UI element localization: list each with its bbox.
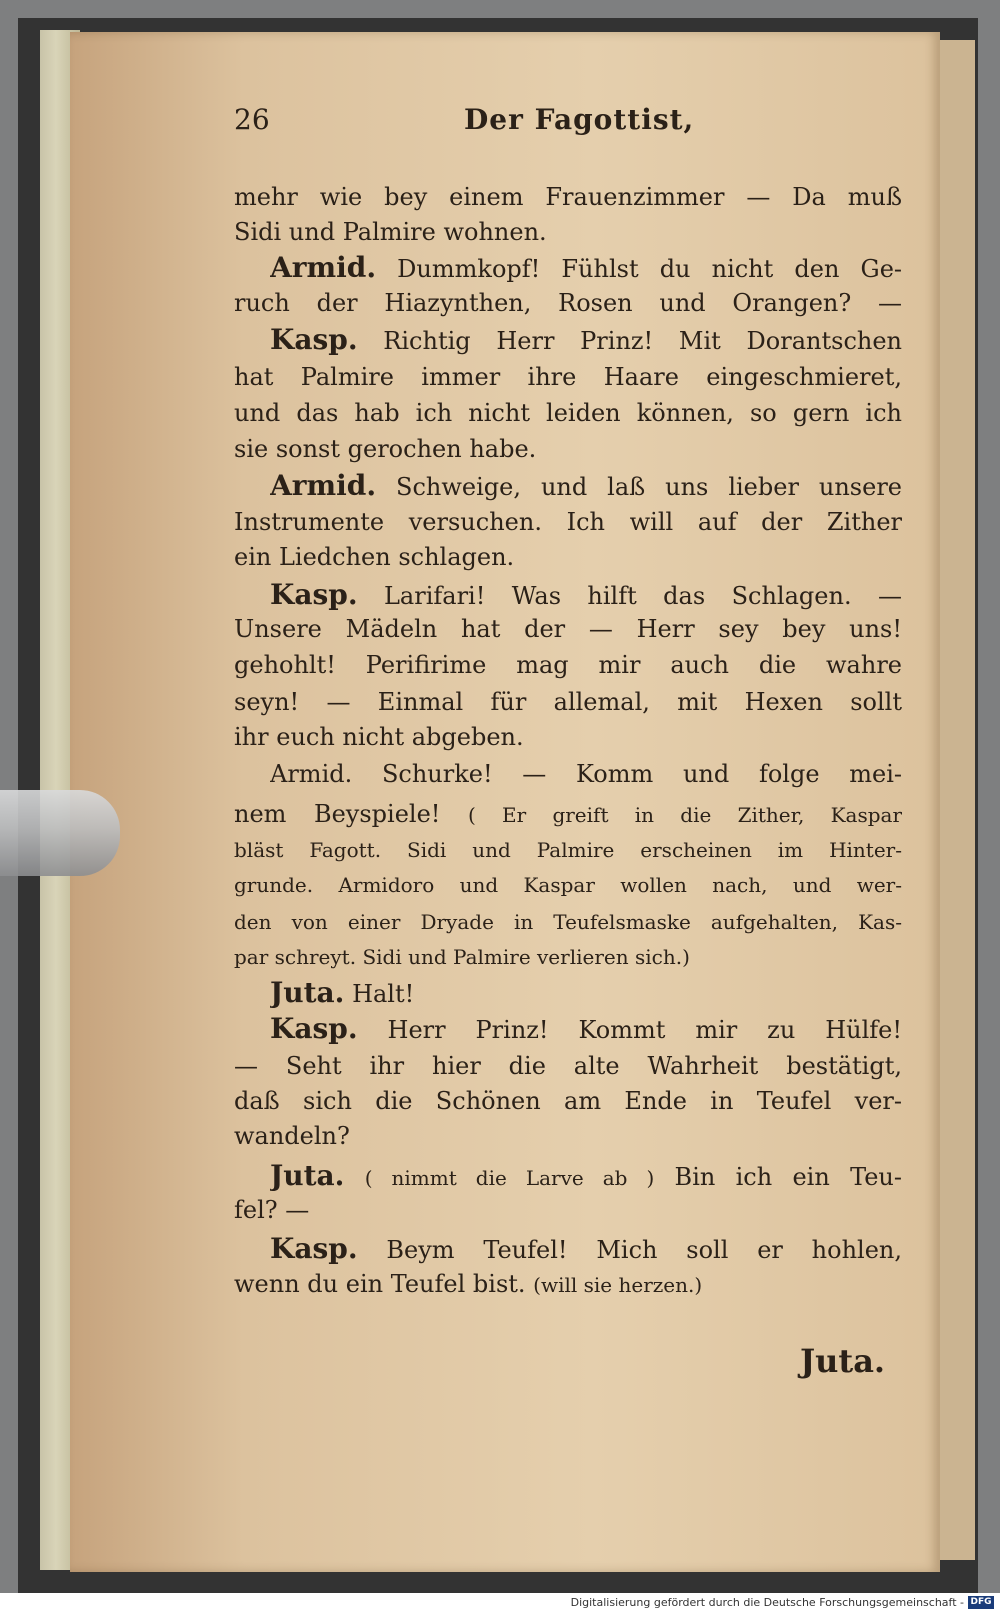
text-line: [270, 758, 902, 792]
stage-direction: ( nimmt die Larve ab ): [364, 1166, 655, 1190]
line-text: [344, 1163, 364, 1191]
stage-direction: bläst Fagott. Sidi und Palmire erscheinen im Hinter-: [234, 838, 902, 862]
line-text: Beym Teufel! Mich soll er hohlen,: [357, 1236, 902, 1264]
text-line: [234, 541, 902, 575]
line-text: Instrumente versuchen. Ich will auf der Zither: [234, 508, 902, 536]
speaker-name: Juta.: [270, 1160, 345, 1192]
text-line: [234, 1050, 902, 1084]
text-line: [234, 940, 902, 974]
line-text: fel? —: [234, 1196, 310, 1224]
stage-direction: par schreyt. Sidi und Palmire verlieren sich.): [234, 945, 690, 969]
next-page-edge: [940, 40, 975, 1560]
text-line: [234, 649, 902, 683]
text-line: [270, 579, 902, 613]
page-clip: [0, 790, 120, 876]
speaker-name: Kasp.: [270, 324, 358, 356]
speaker-name: Kasp.: [270, 1233, 358, 1265]
text-line: [270, 324, 902, 358]
page-number: 26: [234, 103, 270, 136]
line-text: ruch der Hiazynthen, Rosen und Orangen? —: [234, 289, 902, 317]
line-text: ihr euch nicht abgeben.: [234, 723, 524, 751]
line-text: gehohlt! Perifirime mag mir auch die wahre: [234, 651, 902, 679]
line-text: — Seht ihr hier die alte Wahrheit bestätigt,: [234, 1052, 902, 1080]
line-text: Larifari! Was hilft das Schlagen. —: [357, 582, 902, 610]
text-line: [270, 1160, 902, 1194]
text-line: [234, 361, 902, 395]
text-line: [234, 721, 902, 755]
text-line: [234, 613, 902, 647]
text-line: [234, 181, 902, 215]
line-text: Richtig Herr Prinz! Mit Dorantschen: [357, 327, 902, 355]
catchword: Juta.: [800, 1342, 886, 1380]
dfg-logo: DFG: [968, 1596, 994, 1609]
text-line: [234, 433, 902, 467]
line-text: und das hab ich nicht leiden können, so gern ich: [234, 399, 902, 427]
text-line: [234, 686, 902, 720]
text-line: [234, 1194, 902, 1228]
text-line: [234, 287, 902, 321]
text-line: [234, 868, 902, 902]
text-line: [234, 216, 902, 250]
speaker-name: Armid.: [270, 252, 377, 284]
line-text: nem Beyspiele!: [234, 800, 468, 828]
funding-notice: Digitalisierung gefördert durch die Deutsche Forschungsgemeinschaft -: [570, 1596, 964, 1609]
stage-direction: den von einer Dryade in Teufelsmaske aufgehalten, Kas-: [234, 910, 902, 934]
speaker-name: Juta.: [270, 977, 345, 1009]
text-line: [234, 798, 902, 832]
line-text: Unsere Mädeln hat der — Herr sey bey uns!: [234, 615, 902, 643]
speaker-name: Kasp.: [270, 579, 358, 611]
text-line: [270, 1233, 902, 1267]
text-line: [234, 1120, 902, 1154]
line-text: Dummkopf! Fühlst du nicht den Ge-: [376, 255, 902, 283]
text-line: [270, 252, 902, 286]
text-line: [270, 977, 902, 1011]
text-line: [234, 905, 902, 939]
line-text: daß sich die Schönen am Ende in Teufel ver-: [234, 1087, 902, 1115]
stage-direction: ( Er greift in die Zither, Kaspar: [467, 803, 902, 827]
running-title: Der Fagottist,: [464, 103, 695, 136]
line-text: wandeln?: [234, 1122, 350, 1150]
text-line: [270, 1013, 902, 1047]
line-text: Schweige, und laß uns lieber unsere: [376, 473, 902, 501]
line-text: Armid. Schurke! — Komm und folge mei-: [270, 760, 902, 788]
page-header: [234, 103, 906, 143]
text-line: [234, 1085, 902, 1119]
line-text: sie sonst gerochen habe.: [234, 435, 537, 463]
line-text: ein Liedchen schlagen.: [234, 543, 515, 571]
stage-direction: grunde. Armidoro und Kaspar wollen nach, und wer-: [234, 873, 902, 897]
speaker-name: Kasp.: [270, 1013, 358, 1045]
line-text: seyn! — Einmal für allemal, mit Hexen sollt: [234, 688, 902, 716]
line-text: Sidi und Palmire wohnen.: [234, 218, 547, 246]
stage-direction: (will sie herzen.): [533, 1273, 703, 1297]
line-text: Bin ich ein Teu-: [654, 1163, 902, 1191]
text-line: [234, 397, 902, 431]
line-text: wenn du ein Teufel bist.: [234, 1270, 534, 1298]
text-line: [234, 506, 902, 540]
speaker-name: Armid.: [270, 470, 377, 502]
line-text: mehr wie bey einem Frauenzimmer — Da muß: [234, 183, 902, 211]
line-text: Herr Prinz! Kommt mir zu Hülfe!: [357, 1016, 902, 1044]
line-text: Halt!: [344, 980, 415, 1008]
line-text: hat Palmire immer ihre Haare eingeschmieret,: [234, 363, 902, 391]
text-line: [234, 833, 902, 867]
text-line: [234, 1268, 902, 1302]
text-line: [270, 470, 902, 504]
